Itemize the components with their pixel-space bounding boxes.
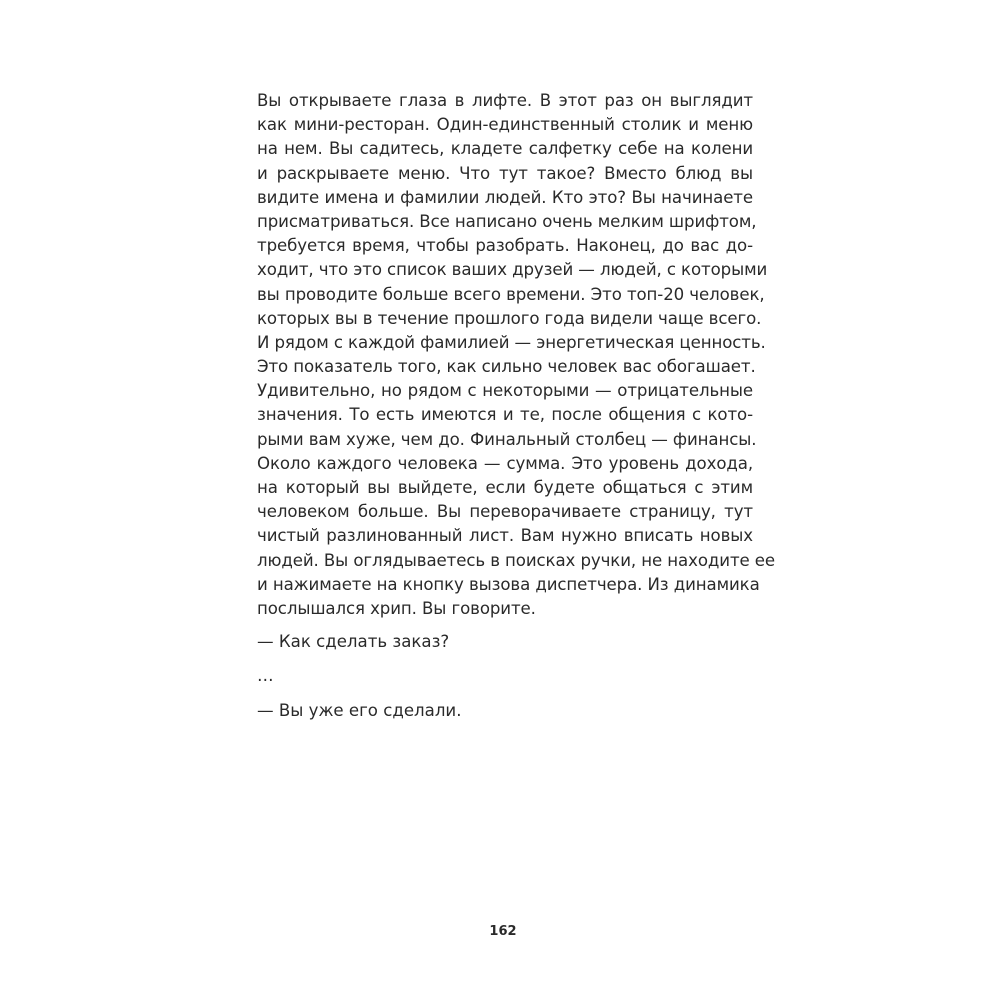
paragraph-line: и нажимаете на кнопку вызова диспетчера. Из динамика <box>257 574 760 594</box>
paragraph-line: Около каждого человека — сумма. Это уровень дохода, <box>257 453 753 473</box>
paragraph-line: Вы открываете глаза в лифте. В этот раз он выглядит <box>257 91 753 110</box>
paragraph-line: Это показатель того, как сильно человек вас обогашает. <box>257 357 756 377</box>
page-number: 162 <box>489 924 517 939</box>
paragraph-line: людей. Вы оглядываетесь в поисках ручки, не находите ее <box>257 550 776 570</box>
paragraph-line: Удивительно, но рядом с некоторыми — отрицательные <box>257 381 753 401</box>
paragraph-line: рыми вам хуже, чем до. Финальный столбец — финансы. <box>257 429 757 449</box>
paragraph-line: видите имена и фамилии людей. Кто это? Вы начинаете <box>257 187 753 207</box>
dialogue-ellipsis: … <box>257 666 274 685</box>
paragraph-line: значения. То есть имеются и те, после общения с кото- <box>257 405 753 425</box>
dialogue-line: — Как сделать заказ? <box>257 632 450 651</box>
paragraph-line: чистый разлинованный лист. Вам нужно вписать новых <box>257 526 753 546</box>
paragraph-line: которых вы в течение прошлого года видели чаще всего. <box>257 308 762 328</box>
paragraph-line: присматриваться. Все написано очень мелким шрифтом, <box>257 211 757 231</box>
body-paragraph <box>257 89 776 621</box>
paragraph-line: и раскрываете меню. Что тут такое? Вместо блюд вы <box>257 163 753 183</box>
paragraph-line: послышался хрип. Вы говорите. <box>257 598 536 618</box>
paragraph-line: ходит, что это список ваших друзей — людей, с которыми <box>257 260 768 280</box>
paragraph-line: вы проводите больше всего времени. Это топ-20 человек, <box>257 284 765 304</box>
paragraph-line: человеком больше. Вы переворачиваете страницу, тут <box>257 502 753 522</box>
paragraph-line: на нем. Вы садитесь, кладете салфетку себе на колени <box>257 139 753 159</box>
paragraph-line: как мини-ресторан. Один-единственный столик и меню <box>257 115 753 135</box>
paragraph-line: требуется время, чтобы разобрать. Наконец, до вас до- <box>257 236 753 256</box>
dialogue-line: — Вы уже его сделали. <box>257 701 462 720</box>
paragraph-line: на который вы выйдете, если будете общаться с этим <box>257 478 753 497</box>
paragraph-line: И рядом с каждой фамилией — энергетическая ценность. <box>257 332 766 352</box>
